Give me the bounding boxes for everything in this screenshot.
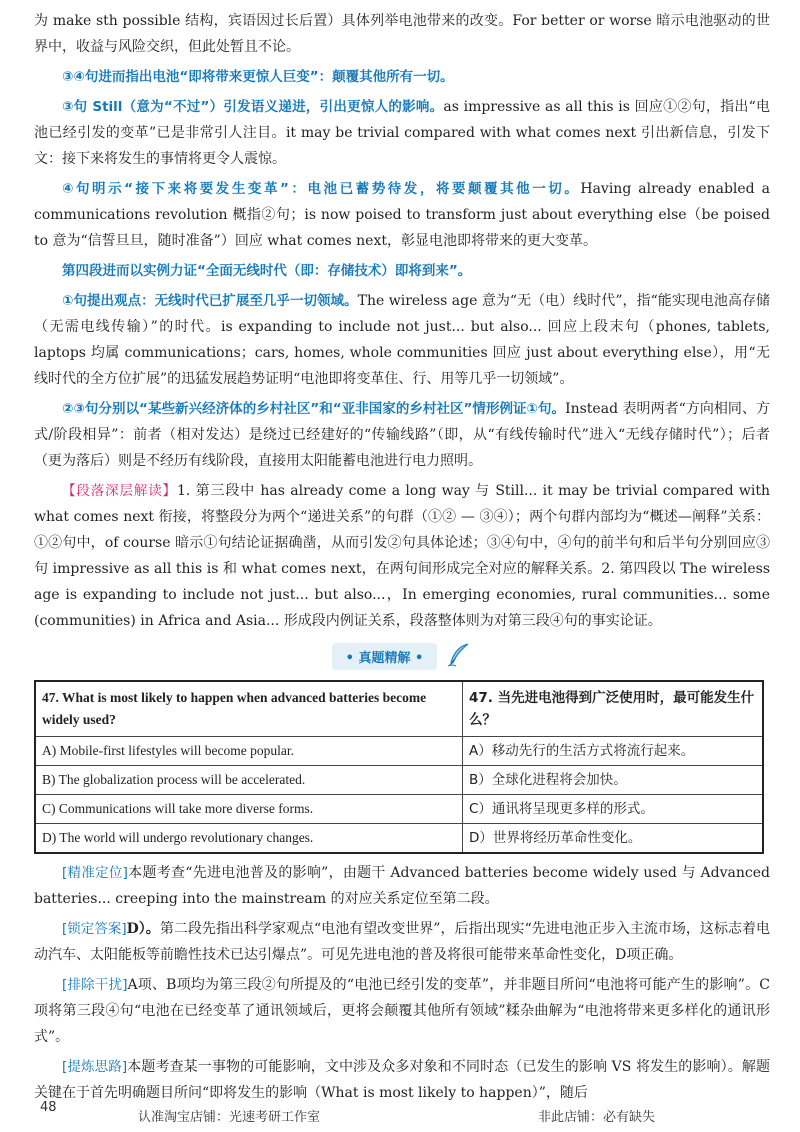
highlight-text: ①句提出观点：无线时代已扩展至几乎一切领域。 [62, 293, 358, 309]
option-en: C) Communications will take more diverse forms. [35, 795, 463, 824]
warning-notice: 非此店铺：必有缺失 [538, 1110, 656, 1125]
option-row [35, 824, 763, 854]
section-tag: 【段落深层解读】 [62, 483, 177, 499]
highlight-text: ④句明示“接下来将要发生变革”：电池已蓄势待发，将要颠覆其他一切。 [62, 181, 581, 197]
banner-label: • 真题精解 • [332, 643, 438, 670]
paragraph-p3 [34, 94, 770, 172]
option-cn: B）全球化进程将会加快。 [463, 766, 764, 795]
page-content [34, 8, 770, 1110]
paragraph-p4 [34, 176, 770, 254]
highlight-text: 第四段进而以实例力证“全面无线时代（即：存储技术）即将到来”。 [62, 263, 472, 279]
paragraph-p2 [34, 64, 770, 90]
question-en: 47. What is most likely to happen when advanced batteries become widely used? [35, 681, 463, 737]
paragraph-p7 [34, 396, 770, 474]
section-tag: [排除干扰] [62, 977, 128, 993]
option-en: B) The globalization process will be accelerated. [35, 766, 463, 795]
question-table [34, 680, 764, 854]
paragraph-p1: 为 make sth possible 结构，宾语因过长后置）具体列举电池带来的改变。For better or worse 暗示电池驱动的世界中，收益与风险交织，但此处暂且不论。 [34, 13, 770, 55]
body-text: 本题考查某一事物的可能影响，文中涉及众多对象和不同时态（已发生的影响 VS 将发生的影响）。解题关键在于首先明确题目所问“即将发生的影响（What is most likely to happen）”，随后 [34, 1059, 770, 1101]
highlight-text: ③④句进而指出电池“即将带来更惊人巨变”：颠覆其他所有一切。 [62, 69, 454, 85]
option-row [35, 737, 763, 766]
body-text: 1. 第三段中 has already come a long way 与 Still... it may be trivial compared with what comes next 衔接，将整段分为两个“递进关系”的句群（①② — ③④）；两个句群内部均为“概述—阐释”关系：①②句中，of course 暗示①句结论证据确凿，从而引发②句具体论述；③④句中，④句的前半句和后半句分别回应③句 impressive as all this is 和 what comes next，在两句间形成完全对应的解释关系。2. 第四段以 The wireless age is expanding to include not just... but also...，In emerging economies, rural communities... some (communities) in Africa and Asia... 形成段内例证关系，段落整体则为对第三段④句的事实论证。 [34, 483, 771, 629]
body-text: The wireless age 意为“无（电）线时代”，指“能实现电池高存储（无需电线传输）”的时代。is expanding to include not just... but also... 回应上段末句（phones, tablets, laptops 均属 communications；cars, homes, whole communities 回应 just about everything else），用“无线时代的全方位扩展”的迅猛发展趋势证明“电池即将变革住、行、用等几乎一切领域”。 [34, 293, 770, 387]
option-en: D) The world will undergo revolutionary changes. [35, 824, 463, 854]
analysis-exclude [34, 972, 770, 1050]
feather-pen-icon [446, 642, 472, 672]
question-row [35, 681, 763, 737]
paragraph-p5 [34, 258, 770, 284]
section-tag: [锁定答案] [62, 921, 127, 937]
page-number: 48 [40, 1100, 57, 1115]
body-text: 本题考查“先进电池普及的影响”，由题干 Advanced batteries become widely used 与 Advanced batteries... creeping into the mainstream 的对应关系定位至第二段。 [34, 865, 770, 907]
option-cn: D）世界将经历革命性变化。 [463, 824, 764, 854]
analysis-answer [34, 916, 770, 968]
section-tag: [提炼思路] [62, 1059, 128, 1075]
option-row [35, 766, 763, 795]
highlight-text: ②③句分别以“某些新兴经济体的乡村社区”和“亚非国家的乡村社区”情形例证①句。 [62, 401, 566, 417]
paragraph-p8 [34, 478, 770, 634]
section-banner [34, 642, 770, 672]
option-row [35, 795, 763, 824]
body-text: A项、B项均为第三段②句所提及的“电池已经引发的变革”，并非题目所问“电池将可能产生的影响”。C项将第三段④句“电池在已经变革了通讯领域后，更将会颠覆其他所有领域”糅杂曲解为“电池将带来更多样化的通讯形式”。 [34, 977, 770, 1045]
shop-notice: 认准淘宝店铺：光速考研工作室 [138, 1110, 321, 1125]
answer-letter: D）。 [126, 921, 160, 937]
body-text: as impressive as all this is 回应①②句，指出“电池已经引发的变革”已是非常引人注目。it may be trivial compared with what comes next 引出新信息，引发下文：接下来将发生的事情将更令人震惊。 [34, 99, 770, 167]
page-footer [34, 1100, 770, 1124]
highlight-text: ③句 Still（意为“不过”）引发语义递进，引出更惊人的影响。 [62, 99, 444, 115]
paragraph-p6 [34, 288, 770, 392]
body-text: Having already enabled a communications revolution 概指②句；is now poised to transform just about everything else（be poised to 意为“信誓旦旦，随时准备”）回应 what comes next，彰显电池即将带来的更大变革。 [34, 181, 770, 249]
analysis-summary [34, 1054, 770, 1106]
question-cn: 47. 当先进电池得到广泛使用时，最可能发生什么？ [463, 681, 764, 737]
option-cn: C）通讯将呈现更多样的形式。 [463, 795, 764, 824]
option-en: A) Mobile-first lifestyles will become popular. [35, 737, 463, 766]
section-tag: [精准定位] [62, 865, 128, 881]
option-cn: A）移动先行的生活方式将流行起来。 [463, 737, 764, 766]
body-text: Instead 表明两者“方向相同、方式/阶段相异”：前者（相对发达）是绕过已经建好的“传输线路”（即，从“有线传输时代”进入“无线存储时代”）；后者（更为落后）则是不经历有线阶段，直接用太阳能蓄电池进行电力照明。 [34, 401, 771, 469]
analysis-locate [34, 860, 770, 912]
body-text: 第二段先指出科学家观点“电池有望改变世界”，后指出现实“先进电池正步入主流市场，这标志着电动汽车、太阳能板等前瞻性技术已达引爆点”。可见先进电池的普及将很可能带来革命性变化，D项正确。 [34, 921, 770, 963]
